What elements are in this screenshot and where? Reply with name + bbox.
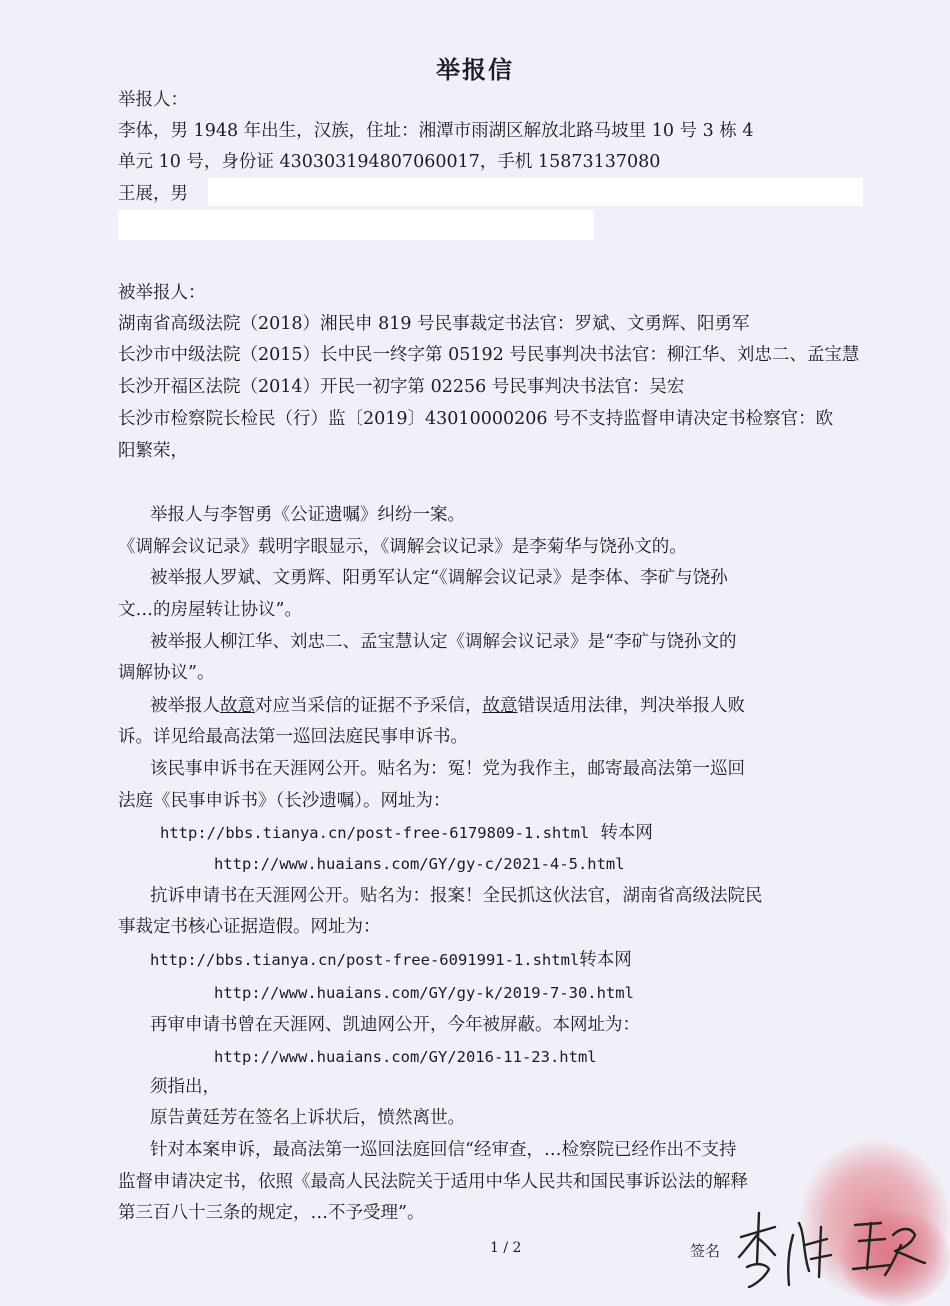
underlined-text: 故意	[220, 696, 255, 716]
text-span: 对应当采信的证据不予采信，	[255, 696, 483, 716]
url-line	[160, 821, 653, 845]
paragraph: 调解协议”。	[118, 663, 215, 683]
signature-label: 签名	[690, 1242, 721, 1260]
text-span: 错误适用法律，判决举报人败	[517, 696, 745, 716]
reported-line: 阳繁荣，	[118, 441, 188, 461]
reporter-line-1: 李体，男 1948 年出生，汉族，住址：湘潭市雨湖区解放北路马坡里 10 号 3 栋 4	[118, 121, 754, 141]
url-text[interactable]: http://bbs.tianya.cn/post-free-6179809-1.shtml	[160, 824, 590, 842]
paragraph: 抗诉申请书在天涯网公开。贴名为：报案！全民抓这伙法官，湖南省高级法院民	[150, 886, 763, 906]
reported-heading: 被举报人：	[118, 283, 206, 303]
text-span: 被举报人	[150, 696, 220, 716]
page-number: 1 / 2	[490, 1240, 522, 1256]
paragraph: 被举报人罗斌、文勇辉、阳勇军认定“《调解会议记录》是李体、李矿与饶孙	[150, 568, 728, 588]
redaction-box	[208, 178, 863, 206]
url-text[interactable]: http://bbs.tianya.cn/post-free-6091991-1.shtml	[150, 951, 580, 969]
reported-line: 长沙开福区法院（2014）开民一初字第 02256 号民事判决书法官：吴宏	[118, 377, 685, 397]
handwritten-signature	[735, 1205, 935, 1295]
paragraph: 诉。详见给最高法第一巡回法庭民事申诉书。	[118, 727, 468, 747]
paragraph: 再审申请书曾在天涯网、凯迪网公开，今年被屏蔽。本网址为：	[150, 1015, 640, 1035]
paragraph	[150, 694, 745, 718]
url-suffix: 转本网	[600, 823, 653, 843]
url-suffix: 转本网	[579, 950, 632, 970]
paragraph: 监督申请决定书，依照《最高人民法院关于适用中华人民共和国民事诉讼法的解释	[118, 1172, 748, 1192]
paragraph: 针对本案申诉，最高法第一巡回法庭回信“经审查，…检察院已经作出不支持	[150, 1140, 737, 1160]
reported-line: 长沙市中级法院（2015）长中民一终字第 05192 号民事判决书法官：柳江华、刘忠二、孟宝慧	[118, 345, 860, 365]
document-title: 举报信	[436, 55, 514, 84]
url-text[interactable]: http://www.huaians.com/GY/gy-k/2019-7-30.html	[214, 984, 634, 1002]
paragraph: 事裁定书核心证据造假。网址为：	[118, 917, 381, 937]
reported-line: 湖南省高级法院（2018）湘民申 819 号民事裁定书法官：罗斌、文勇辉、阳勇军	[118, 314, 750, 334]
redaction-box	[118, 210, 594, 240]
reporter-line-3: 王展，男	[118, 184, 188, 204]
paragraph: 法庭《民事申诉书》（长沙遗嘱）。网址为：	[118, 791, 451, 811]
paragraph: 第三百八十三条的规定，…不予受理”。	[118, 1203, 425, 1223]
paragraph: 被举报人柳江华、刘忠二、孟宝慧认定《调解会议记录》是“李矿与饶孙文的	[150, 632, 737, 652]
paragraph: 文…的房屋转让协议”。	[118, 600, 302, 620]
reporter-line-2: 单元 10 号，身份证 430303194807060017，手机 15873137080	[118, 152, 661, 172]
url-text[interactable]: http://www.huaians.com/GY/gy-c/2021-4-5.html	[214, 855, 625, 873]
paragraph: 举报人与李智勇《公证遗嘱》纠纷一案。	[150, 505, 465, 525]
paragraph: 该民事申诉书在天涯网公开。贴名为：冤！党为我作主，邮寄最高法第一巡回	[150, 759, 745, 779]
reported-line: 长沙市检察院长检民（行）监〔2019〕43010000206 号不支持监督申请决定书检察官：欧	[118, 409, 834, 429]
reporter-heading: 举报人：	[118, 90, 188, 110]
paragraph: 须指出，	[150, 1077, 220, 1097]
url-line	[150, 948, 632, 972]
paragraph: 原告黄廷芳在签名上诉状后，愤然离世。	[150, 1108, 465, 1128]
paragraph: 《调解会议记录》载明字眼显示，《调解会议记录》是李菊华与饶孙文的。	[118, 537, 687, 557]
url-text[interactable]: http://www.huaians.com/GY/2016-11-23.html	[214, 1048, 597, 1066]
underlined-text: 故意	[482, 696, 518, 716]
